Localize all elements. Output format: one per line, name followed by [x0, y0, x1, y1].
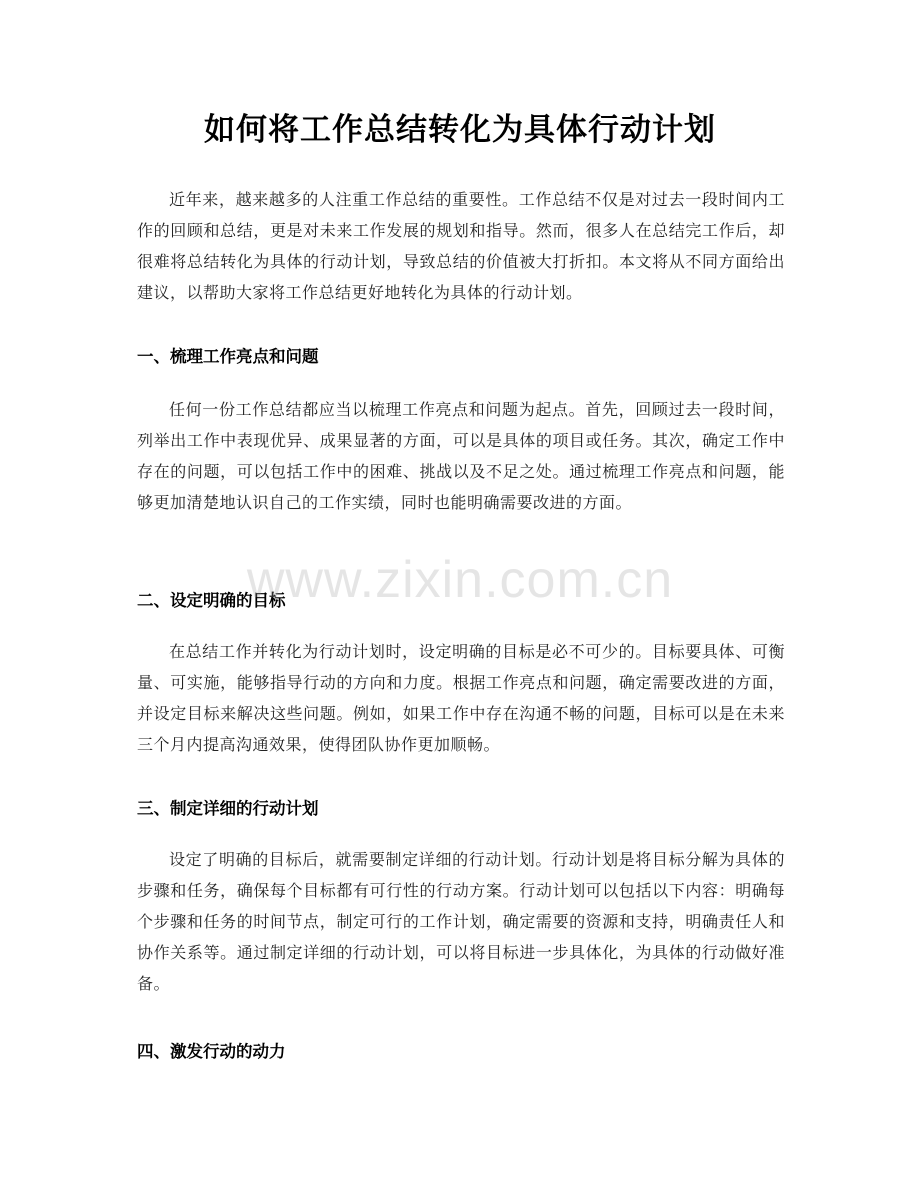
document-title: 如何将工作总结转化为具体行动计划 — [204, 112, 716, 148]
intro-paragraph: 近年来，越来越多的人注重工作总结的重要性。工作总结不仅是对过去一段时间内工作的回顾和总结，更是对未来工作发展的规划和指导。然而，很多人在总结完工作后，却很难将总结转化为具体的行动计划，导致总结的价值被大打折扣。本文将从不同方面给出建议，以帮助大家将工作总结更好地转化为具体的行动计划。 — [137, 190, 785, 302]
section-body-1: 任何一份工作总结都应当以梳理工作亮点和问题为起点。首先，回顾过去一段时间，列举出工作中表现优异、成果显著的方面，可以是具体的项目或任务。其次，确定工作中存在的问题，可以包括工作中的困难、挑战以及不足之处。通过梳理工作亮点和问题，能够更加清楚地认识自己的工作实绩，同时也能明确需要改进的方面。 — [137, 400, 785, 512]
section-heading-1: 一、梳理工作亮点和问题 — [137, 347, 319, 366]
section-body-2: 在总结工作并转化为行动计划时，设定明确的目标是必不可少的。目标要具体、可衡量、可实施，能够指导行动的方向和力度。根据工作亮点和问题，确定需要改进的方面，并设定目标来解决这些问题。例如，如果工作中存在沟通不畅的问题，目标可以是在未来三个月内提高沟通效果，使得团队协作更加顺畅。 — [137, 642, 785, 754]
watermark-text: www.zixin.com.cn — [246, 551, 674, 609]
section-heading-4: 四、激发行动的动力 — [137, 1042, 286, 1061]
section-body-3: 设定了明确的目标后，就需要制定详细的行动计划。行动计划是将目标分解为具体的步骤和任务，确保每个目标都有可行性的行动方案。行动计划可以包括以下内容：明确每个步骤和任务的时间节点，制定可行的工作计划，确定需要的资源和支持，明确责任人和协作关系等。通过制定详细的行动计划，可以将目标进一步具体化，为具体的行动做好准备。 — [137, 850, 785, 993]
section-heading-2: 二、设定明确的目标 — [137, 591, 286, 610]
section-heading-3: 三、制定详细的行动计划 — [137, 799, 319, 818]
